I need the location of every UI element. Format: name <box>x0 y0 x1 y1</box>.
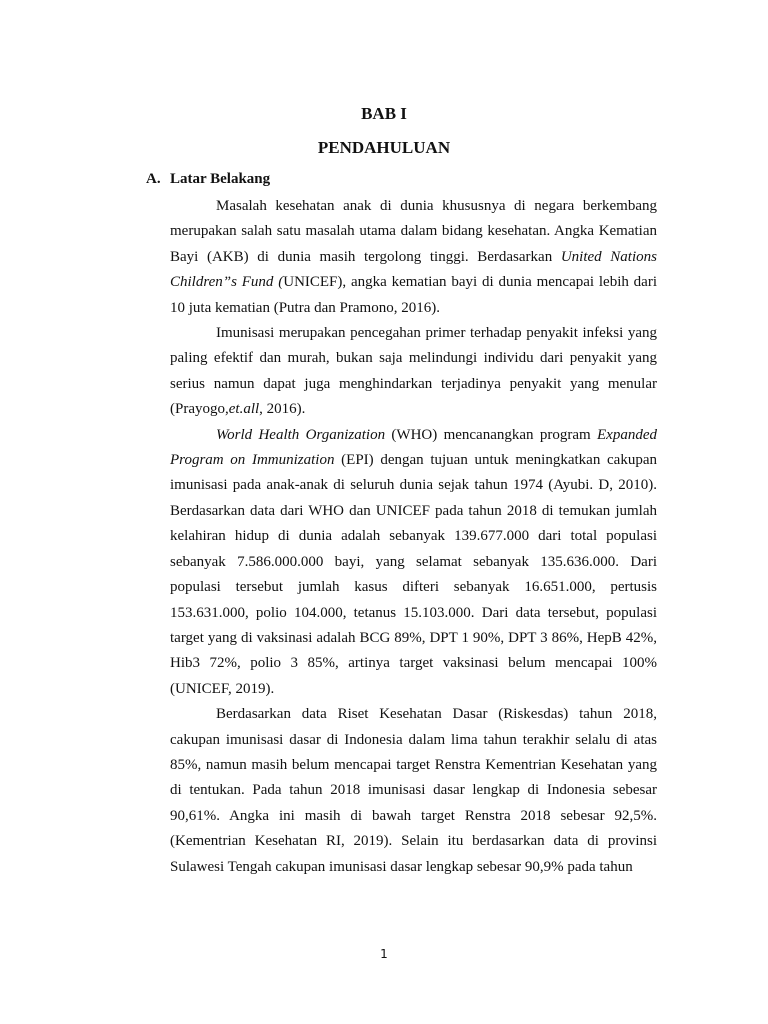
text-run: UNICEF), angka kematian bayi di dunia mencapai lebih dari 10 juta kematian (Putra dan Pramono, 2016). <box>170 274 657 316</box>
text-run: (WHO) mencanangkan program <box>385 426 598 443</box>
italic-text: Expanded Program on Immunization <box>170 426 657 469</box>
italic-text: United Nations Children”s Fund ( <box>170 248 657 291</box>
text-run: , 2016). <box>259 401 306 418</box>
italic-text: World Health Organization <box>216 426 386 443</box>
section-title: Latar Belakang <box>170 171 271 187</box>
body-text <box>170 194 657 880</box>
chapter-number: BAB I <box>361 104 407 123</box>
chapter-title: PENDAHULUAN <box>317 138 451 157</box>
paragraph <box>170 423 657 702</box>
page-number: 1 <box>380 947 388 961</box>
text-run: Imunisasi merupakan pencegahan primer terhadap penyakit infeksi yang paling efektif dan murah, bukan saja melindungi individu dari penyakit yang serius namun dapat juga menghindarkan terjadinya penyakit yang menular (Prayogo, <box>170 325 657 418</box>
paragraph <box>170 321 657 423</box>
text-run: Masalah kesehatan anak di dunia khususnya di negara berkembang merupakan salah satu masalah utama dalam bidang kesehatan. Angka Kematian Bayi (AKB) di dunia masih tergolong tinggi. Berdasarkan <box>170 198 657 265</box>
section-heading <box>146 171 270 188</box>
text-run: (EPI) dengan tujuan untuk meningkatkan cakupan imunisasi pada anak-anak di seluruh dunia sejak tahun 1974 (Ayubi. D, 2010). Berdasarkan data dari WHO dan UNICEF pada tahun 2018 di temukan jumlah kelahiran hidup di dunia adalah sebanyak 139.677.000 dari total populasi sebanyak 7.586.000.000 bayi, yang selamat sebanyak 135.636.000. Dari populasi tersebut jumlah kasus difteri sebanyak 16.651.000, pertusis 153.631.000, polio 104.000, tetanus 15.103.000. Dari data tersebut, populasi target yang di vaksinasi adalah BCG 89%, DPT 1 90%, DPT 3 86%, HepB 42%, Hib3 72%, polio 3 85%, artinya target vaksinasi belum mencapai 100% (UNICEF, 2019). <box>170 452 657 697</box>
paragraph <box>170 194 657 321</box>
italic-text: et.all <box>228 401 260 418</box>
text-run: Berdasarkan data Riset Kesehatan Dasar (Riskesdas) tahun 2018, cakupan imunisasi dasar di Indonesia dalam lima tahun terakhir selalu di atas 85%, namun masih belum mencapai target Renstra Kementrian Kesehatan yang di tentukan. Pada tahun 2018 imunisasi dasar lengkap di Indonesia sebesar 90,61%. Angka ini masih di bawah target Renstra 2018 sebesar 92,5%. (Kementrian Kesehatan RI, 2019). Selain itu berdasarkan data di provinsi Sulawesi Tengah cakupan imunisasi dasar lengkap sebesar 90,9% pada tahun <box>170 706 657 875</box>
paragraph <box>170 702 657 880</box>
section-letter: A. <box>146 171 161 187</box>
